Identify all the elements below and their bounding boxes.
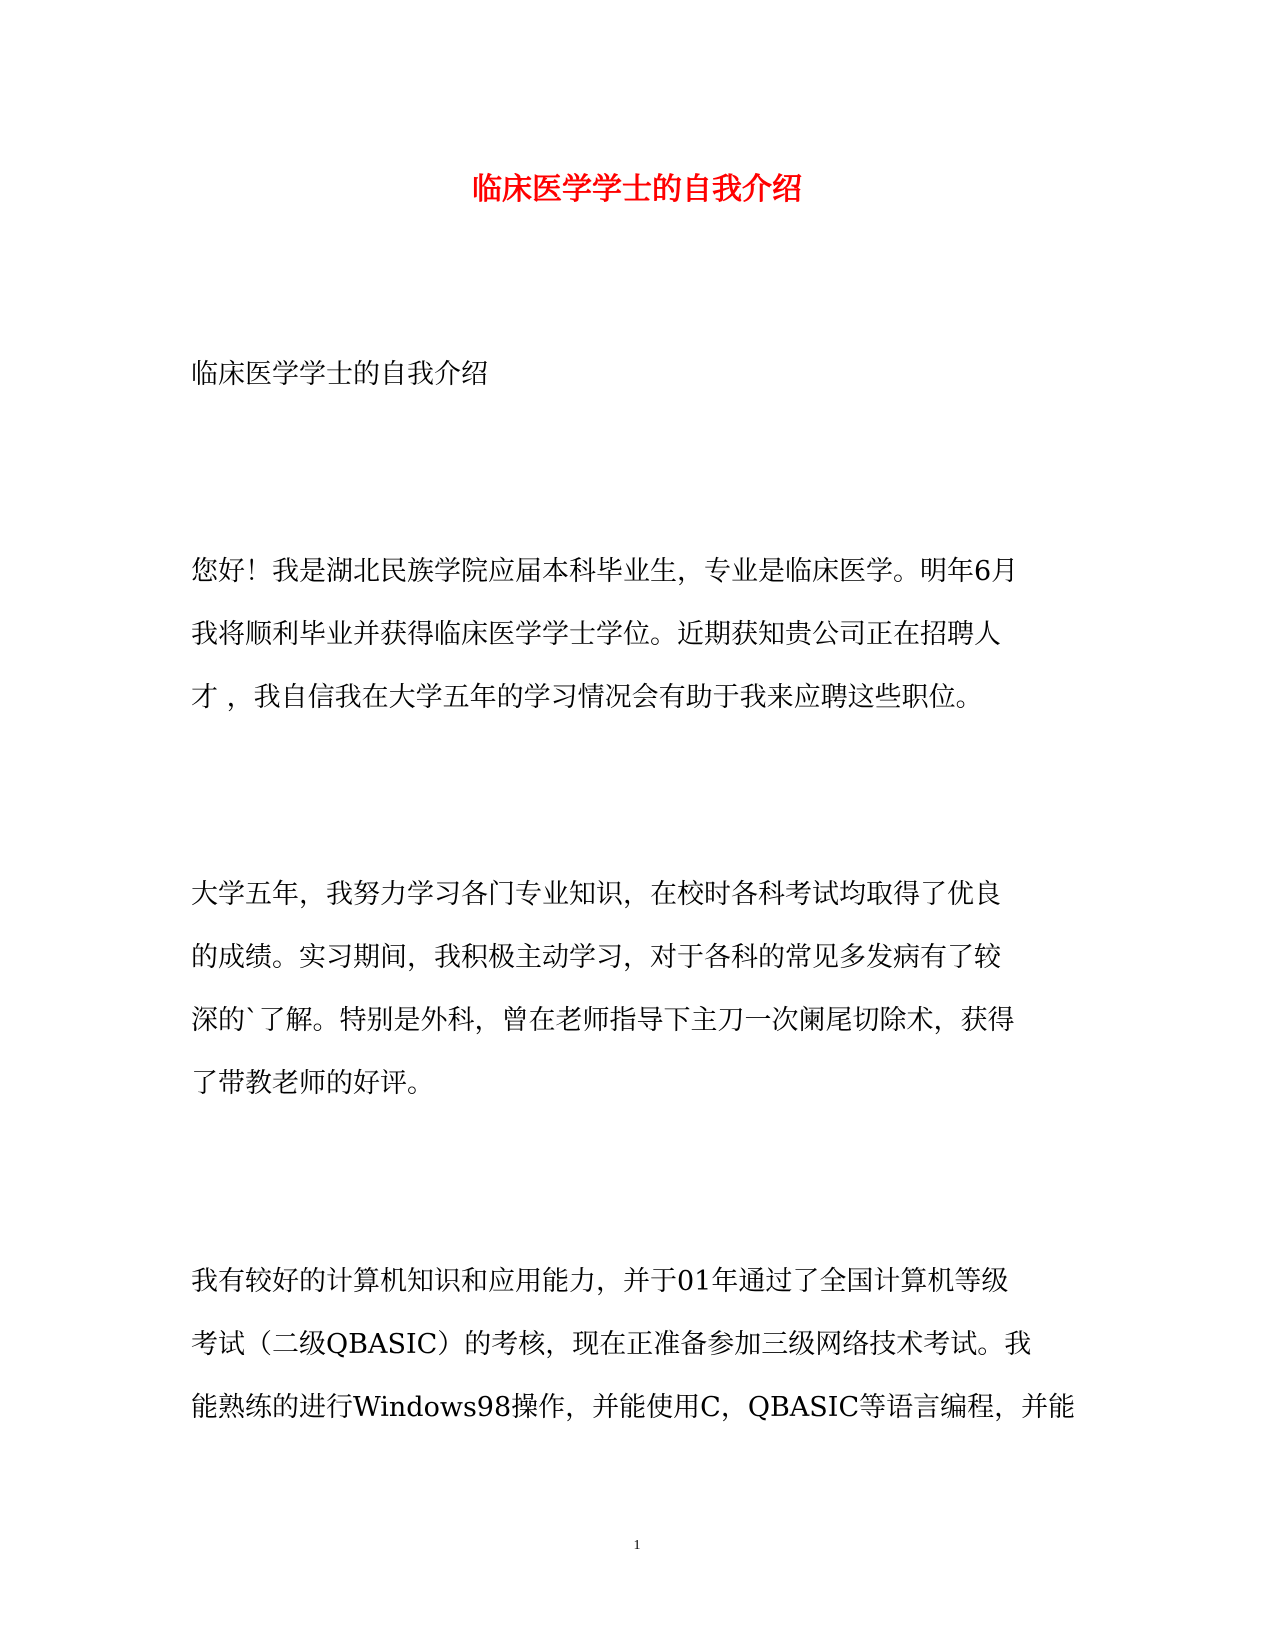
- paragraph-line: 的成绩。实习期间，我积极主动学习，对于各科的常见多发病有了较: [191, 942, 1001, 973]
- subtitle-text: 临床医学学士的自我介绍: [191, 359, 488, 390]
- paragraph-university-study: [191, 863, 1091, 1115]
- paragraph-line: 考试（二级QBASIC）的考核，现在正准备参加三级网络技术考试。我: [191, 1329, 1032, 1360]
- paragraph-computer-skills: [191, 1250, 1091, 1439]
- document-title: 临床医学学士的自我介绍: [472, 172, 802, 207]
- page-number: 1: [633, 1538, 641, 1553]
- document-subtitle: [191, 343, 1091, 406]
- paragraph-line: 我将顺利毕业并获得临床医学学士学位。近期获知贵公司正在招聘人: [191, 619, 1001, 650]
- paragraph-line: 能熟练的进行Windows98操作，并能使用C，QBASIC等语言编程，并能: [191, 1392, 1076, 1423]
- paragraph-line: 您好！我是湖北民族学院应届本科毕业生，专业是临床医学。明年6月: [191, 556, 1019, 587]
- paragraph-line: 了带教老师的好评。: [191, 1068, 434, 1099]
- paragraph-introduction: [191, 540, 1091, 729]
- paragraph-line: 才 ，我自信我在大学五年的学习情况会有助于我来应聘这些职位。: [191, 682, 983, 713]
- paragraph-line: 深的`了解。特别是外科，曾在老师指导下主刀一次阑尾切除术，获得: [191, 1005, 1015, 1036]
- paragraph-line: 我有较好的计算机知识和应用能力，并于01年通过了全国计算机等级: [191, 1266, 1009, 1297]
- paragraph-line: 大学五年，我努力学习各门专业知识，在校时各科考试均取得了优良: [191, 879, 1001, 910]
